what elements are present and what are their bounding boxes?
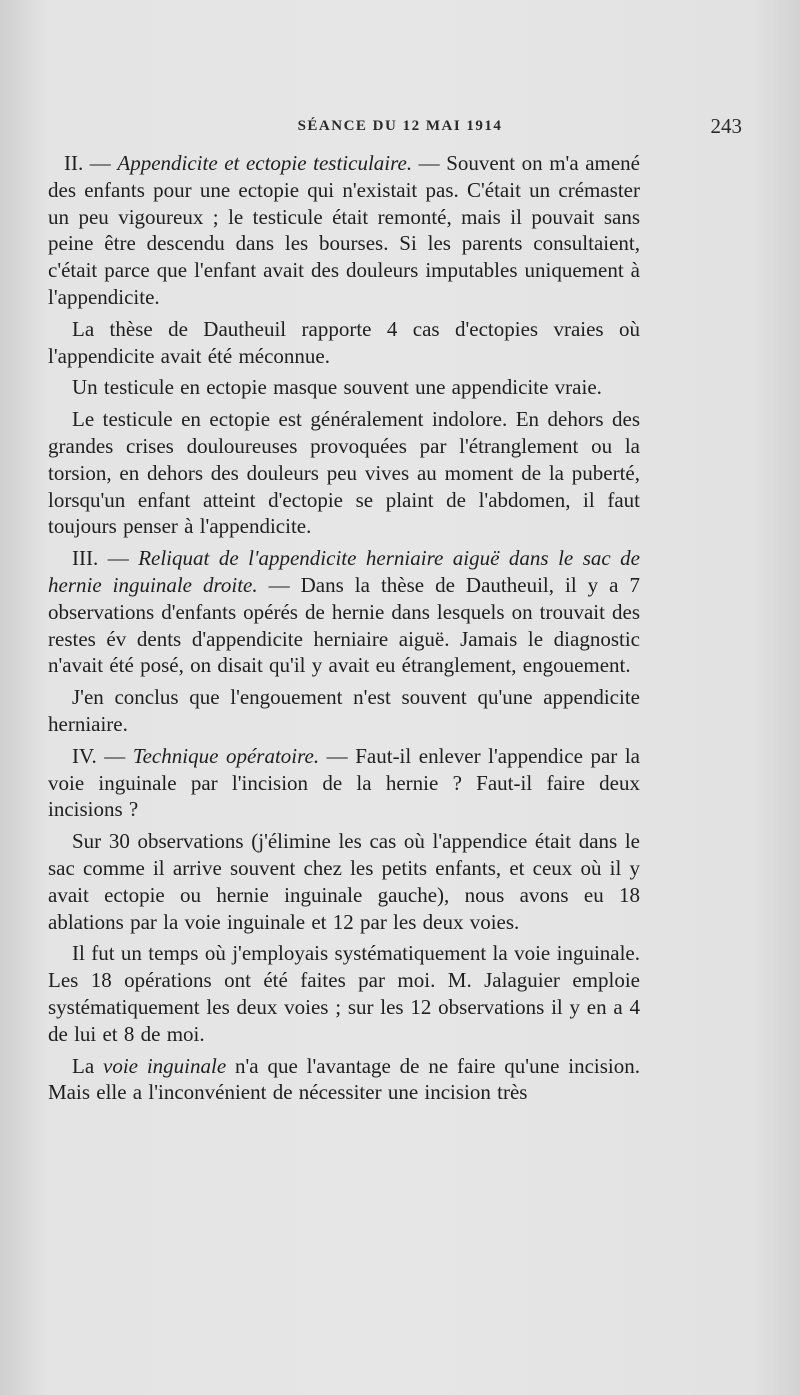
- paragraph-text: J'en conclus que l'engouement n'est souvent qu'une appendicite herniaire.: [48, 685, 640, 736]
- page-header: [50, 114, 750, 142]
- paragraph-testicule-masque: [48, 374, 640, 401]
- page-number: 243: [710, 114, 742, 138]
- paragraph-engouement: [48, 684, 640, 738]
- paragraph-text: — Faut-il enlever l'appendice par la voie inguinale par l'incision de la hernie ? Faut-il faire deux incisions ?: [48, 743, 640, 822]
- paragraph-text: Un testicule en ectopie masque souvent une appendicite vraie.: [72, 375, 602, 400]
- paragraph-text: — Dans la thèse de Dautheuil, il y a 7 observations d'enfants opérés de hernie dans lesquels on trouvait des restes év dents d'appendicite herniaire aiguë. Jamais le diagnostic n'avait été posé, on disait qu'il y avait eu étranglement, engouement.: [48, 572, 640, 678]
- emphasis-voie-inguinale: voie inguinale: [103, 1053, 227, 1078]
- section-heading: Technique opératoire.: [132, 743, 320, 768]
- section-number: II. —: [64, 151, 118, 175]
- paragraph-text: Sur 30 observations (j'élimine les cas où l'appendice était dans le sac comme il arrive souvent chez les petits enfants, et ceux où il y avait ectopie ou hernie inguinale gauche), nous avons eu 18 ablations par la voie inguinale et 12 par les deux voies.: [48, 829, 640, 934]
- paragraph-text: n'a que l'avantage de ne faire qu'une incision. Mais elle a l'inconvénient de nécessiter une incision très: [48, 1053, 640, 1105]
- paragraph-voie-inguinale-avantage: [48, 1053, 640, 1107]
- paragraph-technique: [48, 743, 640, 823]
- paragraph-voie-inguinale-systematique: [48, 940, 640, 1047]
- paragraph-testicule-indolore: [48, 406, 640, 540]
- paragraph-text: — Souvent on m'a amené des enfants pour une ectopie qui n'existait pas. C'était un crémaster un peu vigoureux ; le testicule était remonté, mais il pouvait sans peine être descendu dans les bourses. Si les parents consultaient, c'était parce que l'enfant avait des douleurs imputables uniquement à l'appendicite.: [48, 151, 641, 309]
- paragraph-reliquat: [48, 545, 640, 679]
- page-body: [48, 150, 640, 1111]
- paragraph-text: Il fut un temps où j'employais systématiquement la voie inguinale. Les 18 opérations ont été faites par moi. M. Jalaguier emploie systématiquement les deux voies ; sur les 12 observations il y en a 4 de lui et 8 de moi.: [48, 941, 640, 1046]
- paragraph-observations: [48, 828, 640, 935]
- paragraph-these-dautheuil: [48, 316, 640, 370]
- section-heading: Reliquat de l'appendicite herniaire aiguë dans le sac de hernie inguinale droite.: [48, 546, 641, 597]
- paragraph-appendicite-ectopie: [48, 150, 640, 311]
- section-heading: Appendicite et ectopie testiculaire.: [117, 151, 413, 175]
- paragraph-text: Le testicule en ectopie est généralement indolore. En dehors des grandes crises douloureuses provoquées par l'étranglement ou la torsion, en dehors des douleurs peu vives au moment de la puberté, lorsqu'un enfant atteint d'ectopie se plaint de l'abdomen, il faut toujours penser à l'appendicite.: [48, 407, 640, 539]
- paragraph-text: La thèse de Dautheuil rapporte 4 cas d'ectopies vraies où l'appendicite avait été méconnue.: [48, 316, 640, 368]
- section-number: III. —: [72, 546, 139, 571]
- paragraph-lead: La: [72, 1053, 103, 1078]
- section-number: IV. —: [72, 743, 133, 768]
- running-head: SÉANCE DU 12 MAI 1914: [297, 118, 503, 134]
